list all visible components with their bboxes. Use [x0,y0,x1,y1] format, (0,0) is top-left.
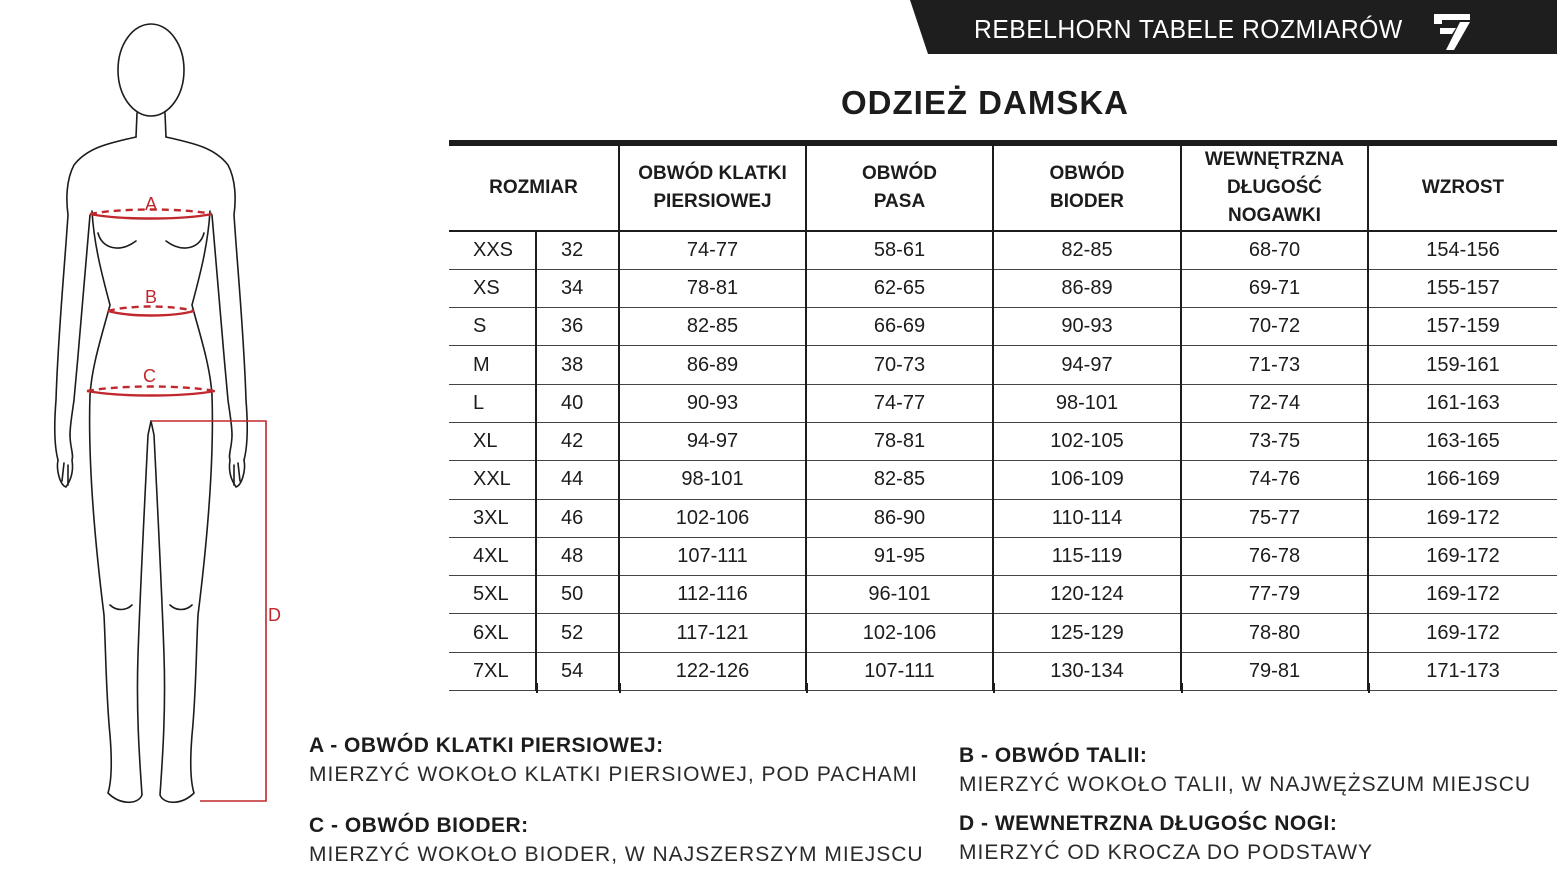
table-row [449,269,1557,307]
cell-height: 163-165 [1368,422,1557,460]
table-row [449,308,1557,346]
legend-b [959,744,1531,797]
cell-height: 169-172 [1368,576,1557,614]
cell-inseam: 75-77 [1181,499,1368,537]
table-row [449,537,1557,575]
cell-inseam: 72-74 [1181,384,1368,422]
cell-height: 166-169 [1368,461,1557,499]
table-row [449,614,1557,652]
cell-chest: 90-93 [619,384,806,422]
cell-waist: 86-90 [806,499,993,537]
cell-waist: 102-106 [806,614,993,652]
body-figure [40,15,290,820]
cell-hips: 86-89 [993,269,1181,307]
cell-inseam: 79-81 [1181,652,1368,690]
legend-a-heading: A - OBWÓD KLATKI PIERSIOWEJ: [309,734,664,757]
cell-inseam: 73-75 [1181,422,1368,460]
cell-chest: 122-126 [619,652,806,690]
cell-chest: 102-106 [619,499,806,537]
cell-height: 169-172 [1368,499,1557,537]
cell-inseam: 71-73 [1181,346,1368,384]
table-divider [806,683,808,693]
cell-hips: 90-93 [993,308,1181,346]
legend-b-heading: B - OBWÓD TALII: [959,744,1148,767]
cell-eu-size: 34 [536,269,619,307]
table-header-row [449,143,1557,231]
cell-height: 155-157 [1368,269,1557,307]
cell-eu-size: 38 [536,346,619,384]
cell-height: 159-161 [1368,346,1557,384]
cell-hips: 94-97 [993,346,1181,384]
cell-hips: 130-134 [993,652,1181,690]
cell-size: XXS [449,231,536,269]
legend-c [309,814,924,867]
female-silhouette-icon [40,15,290,815]
cell-inseam: 77-79 [1181,576,1368,614]
table-row [449,576,1557,614]
cell-waist: 70-73 [806,346,993,384]
cell-size: 5XL [449,576,536,614]
table-row [449,652,1557,690]
header-inseam: WEWNĘTRZNA DŁUGOŚĆ NOGAWKI [1181,143,1368,231]
table-row [449,499,1557,537]
cell-height: 169-172 [1368,537,1557,575]
table-row [449,461,1557,499]
cell-chest: 78-81 [619,269,806,307]
cell-waist: 82-85 [806,461,993,499]
cell-chest: 117-121 [619,614,806,652]
cell-waist: 107-111 [806,652,993,690]
cell-eu-size: 40 [536,384,619,422]
cell-waist: 78-81 [806,422,993,460]
cell-height: 169-172 [1368,614,1557,652]
header-hips: OBWÓD BIODER [993,143,1181,231]
cell-size: XS [449,269,536,307]
cell-hips: 115-119 [993,537,1181,575]
cell-height: 171-173 [1368,652,1557,690]
cell-eu-size: 52 [536,614,619,652]
cell-chest: 107-111 [619,537,806,575]
cell-inseam: 76-78 [1181,537,1368,575]
legend-d-heading: D - WEWNETRZNA DŁUGOŚC NOGI: [959,812,1338,835]
legend-a-description: MIERZYĆ WOKOŁO KLATKI PIERSIOWEJ, POD PACHAMI [309,763,918,786]
cell-eu-size: 48 [536,537,619,575]
table-row [449,346,1557,384]
cell-hips: 110-114 [993,499,1181,537]
cell-size: S [449,308,536,346]
cell-size: XXL [449,461,536,499]
legend-d-description: MIERZYĆ OD KROCZA DO PODSTAWY [959,841,1374,864]
page-title: ODZIEŻ DAMSKA [841,84,1129,121]
legend-b-description: MIERZYĆ WOKOŁO TALII, W NAJWĘŻSZUM MIEJSCU [959,773,1532,796]
cell-hips: 106-109 [993,461,1181,499]
cell-size: XL [449,422,536,460]
table-divider [536,683,538,693]
table-divider [619,683,621,693]
cell-size: 7XL [449,652,536,690]
header-height: WZROST [1368,143,1557,231]
cell-size: M [449,346,536,384]
header-size: ROZMIAR [449,143,619,231]
cell-eu-size: 50 [536,576,619,614]
cell-waist: 74-77 [806,384,993,422]
label-d: D [268,605,281,625]
legend-a [309,734,918,787]
cell-size: 3XL [449,499,536,537]
legend-c-heading: C - OBWÓD BIODER: [309,814,529,837]
cell-inseam: 70-72 [1181,308,1368,346]
cell-eu-size: 36 [536,308,619,346]
cell-waist: 58-61 [806,231,993,269]
banner-title: REBELHORN TABELE ROZMIARÓW [974,14,1403,44]
cell-eu-size: 42 [536,422,619,460]
cell-hips: 102-105 [993,422,1181,460]
label-a: A [145,194,158,214]
table-divider [1181,683,1183,693]
cell-size: L [449,384,536,422]
size-table [449,140,1557,691]
cell-eu-size: 54 [536,652,619,690]
label-c: C [143,366,156,386]
cell-chest: 94-97 [619,422,806,460]
cell-waist: 66-69 [806,308,993,346]
cell-eu-size: 44 [536,461,619,499]
cell-inseam: 68-70 [1181,231,1368,269]
header-chest: OBWÓD KLATKI PIERSIOWEJ [619,143,806,231]
table-row [449,231,1557,269]
legend-d [959,812,1373,865]
table-divider [1368,683,1370,693]
table-divider [993,683,995,693]
cell-eu-size: 46 [536,499,619,537]
table-body [449,231,1557,691]
cell-hips: 120-124 [993,576,1181,614]
label-b: B [145,287,158,307]
cell-chest: 82-85 [619,308,806,346]
cell-size: 6XL [449,614,536,652]
table-row [449,384,1557,422]
legend-c-description: MIERZYĆ WOKOŁO BIODER, W NAJSZERSZYM MIEJSCU [309,843,924,866]
cell-waist: 91-95 [806,537,993,575]
cell-waist: 62-65 [806,269,993,307]
cell-hips: 98-101 [993,384,1181,422]
cell-waist: 96-101 [806,576,993,614]
cell-inseam: 69-71 [1181,269,1368,307]
table-row [449,422,1557,460]
cell-height: 154-156 [1368,231,1557,269]
cell-inseam: 74-76 [1181,461,1368,499]
cell-hips: 82-85 [993,231,1181,269]
header-waist: OBWÓD PASA [806,143,993,231]
cell-height: 157-159 [1368,308,1557,346]
cell-height: 161-163 [1368,384,1557,422]
cell-chest: 98-101 [619,461,806,499]
cell-chest: 112-116 [619,576,806,614]
cell-hips: 125-129 [993,614,1181,652]
cell-chest: 86-89 [619,346,806,384]
cell-size: 4XL [449,537,536,575]
cell-eu-size: 32 [536,231,619,269]
cell-inseam: 78-80 [1181,614,1368,652]
cell-chest: 74-77 [619,231,806,269]
